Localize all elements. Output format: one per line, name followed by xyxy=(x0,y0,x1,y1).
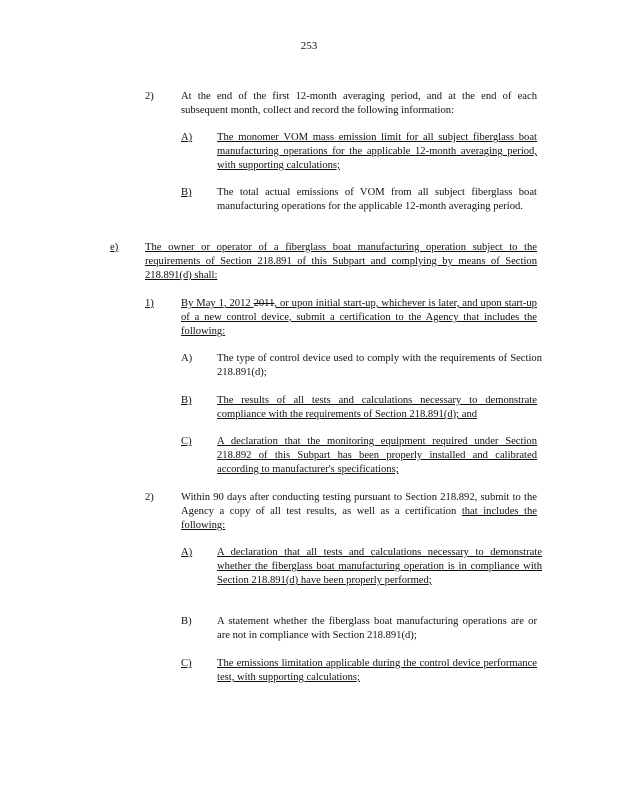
text-run: 2011 xyxy=(253,298,275,309)
item-text xyxy=(217,394,537,422)
item-text xyxy=(217,615,537,643)
text-run: Within 90 days after conducting testing pursuant to Section 218.892, submit to the Agency a copy of all test results, as well as a certification xyxy=(181,492,537,517)
item-number: C) xyxy=(181,658,192,669)
item-text xyxy=(217,131,537,173)
text-run: A statement whether the fiberglass boat manufacturing operations are or are not in compliance with Section 218.891(d); xyxy=(217,616,537,641)
item-text xyxy=(181,297,537,339)
text-run: By May 1, 2012 xyxy=(181,298,254,309)
text-run: The emissions limitation applicable during the control device performance test, with supporting calculations; xyxy=(217,658,537,683)
item-number: A) xyxy=(181,353,193,364)
text-run: The owner or operator of a fiberglass boat manufacturing operation subject to the requirements of Section 218.891 of this Subpart and complying by means of Section 218.891(d) shall: xyxy=(145,242,537,281)
text-run: , or upon initial start-up, whichever is later, and upon start-up of a new control device, submit a certification to the Agency that includes the following: xyxy=(181,298,537,337)
item-number: e) xyxy=(110,242,119,253)
item-number: A) xyxy=(181,547,193,558)
item-number: 2) xyxy=(145,91,154,102)
item-text xyxy=(181,491,537,533)
text-run: A declaration that all tests and calculations necessary to demonstrate whether the fiberglass boat manufacturing operation is in compliance with Section 218.891(d) have been properly performed; xyxy=(217,547,542,586)
item-number: B) xyxy=(181,616,192,627)
text-run: The total actual emissions of VOM from all subject fiberglass boat manufacturing operations for the applicable 12-month averaging period. xyxy=(217,187,537,212)
item-text xyxy=(217,546,542,588)
item-number: 1) xyxy=(145,298,154,309)
item-text xyxy=(181,90,537,118)
item-text xyxy=(145,241,537,283)
text-run: that includes the following: xyxy=(181,506,538,531)
item-number: A) xyxy=(181,132,193,143)
item-text xyxy=(217,435,537,477)
text-run: The monomer VOM mass emission limit for all subject fiberglass boat manufacturing operations for the applicable 12-month averaging period, with supporting calculations; xyxy=(217,132,537,171)
text-run: The type of control device used to comply with the requirements of Section 218.891(d); xyxy=(217,353,542,378)
page-number: 253 xyxy=(300,40,318,52)
item-number: B) xyxy=(181,395,192,406)
text-run: The results of all tests and calculations necessary to demonstrate compliance with the requirements of Section 218.891(d); and xyxy=(217,395,537,420)
text-run: At the end of the first 12-month averaging period, and at the end of each subsequent month, collect and record the following information: xyxy=(181,91,537,116)
item-number: B) xyxy=(181,187,192,198)
item-number: 2) xyxy=(145,492,154,503)
text-run: A declaration that the monitoring equipment required under Section 218.892 of this Subpart has been properly installed and calibrated according to manufacturer's specifications; xyxy=(217,436,537,475)
item-text xyxy=(217,352,542,380)
item-text xyxy=(217,186,537,214)
item-text xyxy=(217,657,537,685)
item-number: C) xyxy=(181,436,192,447)
